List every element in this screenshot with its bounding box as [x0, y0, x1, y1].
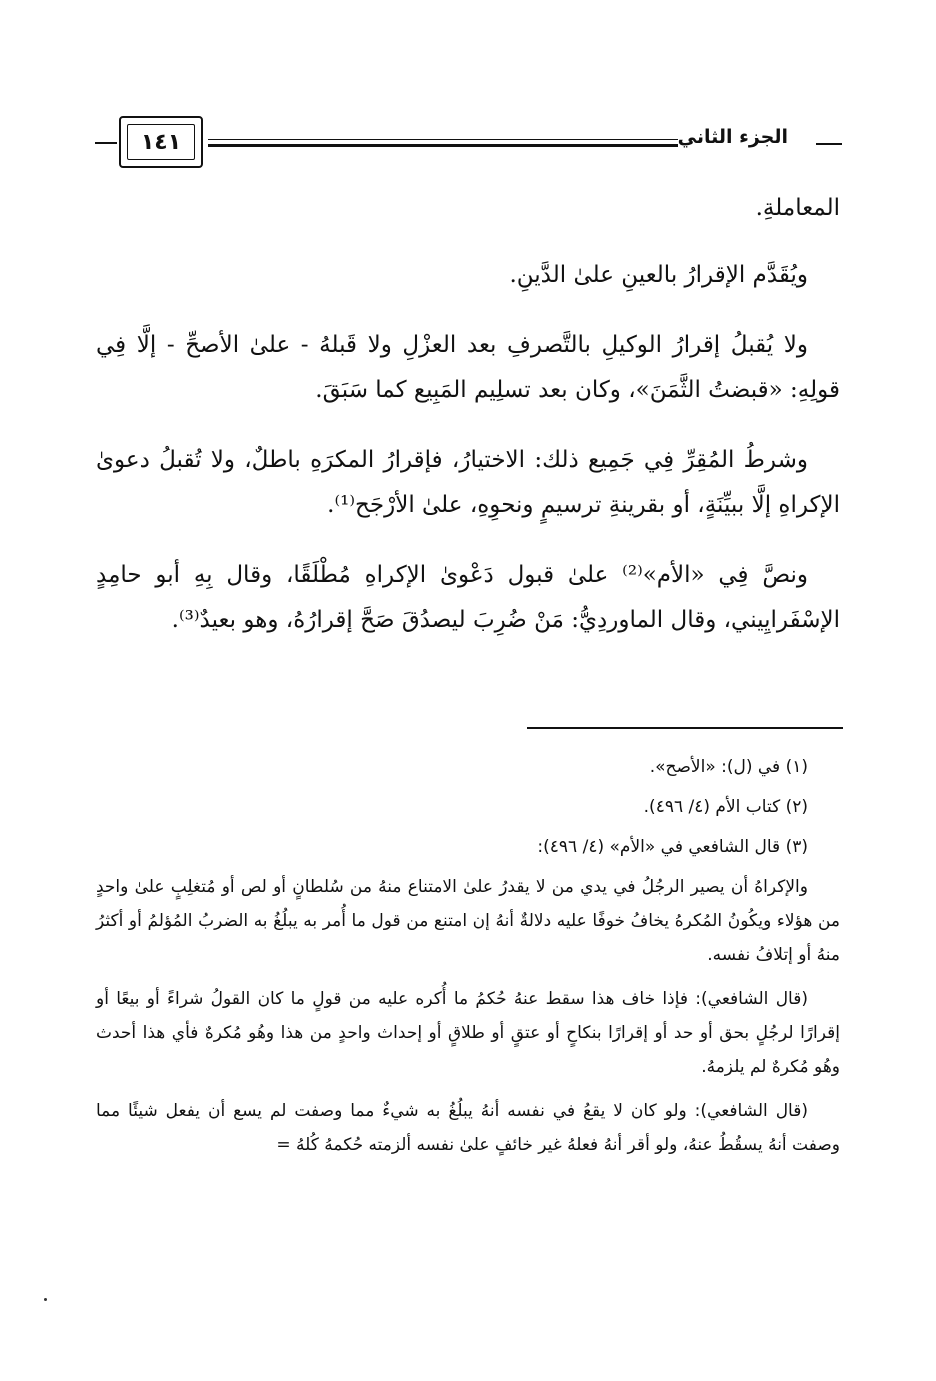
paragraph-3: ولا يُقبلُ إقرارُ الوكيلِ بالتَّصرفِ بعد العزْلِ ولا قَبلهُ - علىٰ الأصحِّ - إلَّا فِي قولِهِ: «قبضتُ الثَّمَنَ»، وكان بعد تسلِيم المَبِيع كما سَبَقَ.: [96, 332, 840, 403]
footnote-2: (٢) كتاب الأم (٤/ ٤٩٦).: [643, 797, 808, 817]
footnote-3: (٣) قال الشافعي في «الأم» (٤/ ٤٩٦):: [537, 837, 808, 857]
footnote-quote-2: (قال الشافعي): فإذا خاف هذا سقط عنهُ حُكمُ ما أُكره عليه من قولٍ ما كان القولُ شراءً أو بيعًا أو إقرارًا لرجُلٍ بحق أو حد أو إقرارًا بنكاحٍ أو عتقٍ أو طلاقٍ أو إحداث واحدٍ من هذا وهُو مُكرهٌ فأي هذا أحدث وهُو مُكرهٌ لم يلزمهُ.: [96, 989, 840, 1077]
footnotes: [96, 750, 840, 1172]
paragraph-5: ونصَّ فِي «الأم»⁽²⁾ علىٰ قبول دَعْوىٰ الإكراهِ مُطْلَقًا، وقال بِهِ أبو حامِدٍ الإسْفَرايِيني، وقال الماوردِيُّ: مَنْ ضُرِبَ ليصدُقَ صَحَّ إقرارُهُ، وهو بعيدٌ⁽³⁾.: [96, 562, 840, 633]
paragraph-1: المعاملةِ.: [755, 195, 840, 221]
footnote-quote-3: (قال الشافعي): ولو كان لا يقعُ في نفسه أنهُ يبلُغُ به شيءٌ مما وصفت لم يسع أن يفعل شيئًا مما وصفت أنهُ يسقُطُ عنهُ، ولو أقر أنهُ فعلهُ غير خائفٍ علىٰ نفسه ألزمته حُكمهُ كُلهُ =: [96, 1101, 840, 1155]
header-rule-thin: [208, 139, 678, 140]
footnote-1: (١) في (ل): «الأصح».: [649, 757, 808, 777]
page-header: [95, 114, 842, 172]
footnote-separator: [527, 727, 843, 729]
paragraph-2: ويُقَدَّم الإقرارُ بالعينِ علىٰ الدَّينِ.: [509, 262, 808, 288]
main-text: [96, 186, 840, 668]
header-right-dash: [816, 143, 842, 145]
volume-title: الجزء الثاني: [677, 126, 788, 148]
header-rule-thick: [208, 144, 678, 147]
header-left-dash: [95, 142, 117, 144]
footnote-quote-1: والإكراهُ أن يصير الرجُلُ في يدي من لا يقدرُ علىٰ الامتناع منهُ من سُلطانٍ أو لص أو مُتغلِبٍ علىٰ واحدٍ من هؤلاء ويكُونُ المُكرهُ يخافُ خوفًا عليه دلالةٌ أنهُ إن امتنع من قول ما أُمر به يبلُغُ به الضربُ المُؤلمُ أو أكثرُ منهُ أو إتلافُ نفسه.: [96, 877, 840, 965]
page-number: ١٤١: [127, 124, 195, 160]
paragraph-4: وشرطُ المُقِرِّ فِي جَمِيع ذلك: الاختيارُ، فإقرارُ المكرَهِ باطلٌ، ولا تُقبلُ دعوىٰ الإكراهِ إلَّا ببيِّنَةٍ، أو بقرينةِ ترسيمٍ ونحوِهِ، علىٰ الأرْجَح⁽¹⁾.: [96, 447, 840, 518]
page-number-frame: [119, 116, 203, 168]
scan-speck: [44, 1298, 47, 1301]
